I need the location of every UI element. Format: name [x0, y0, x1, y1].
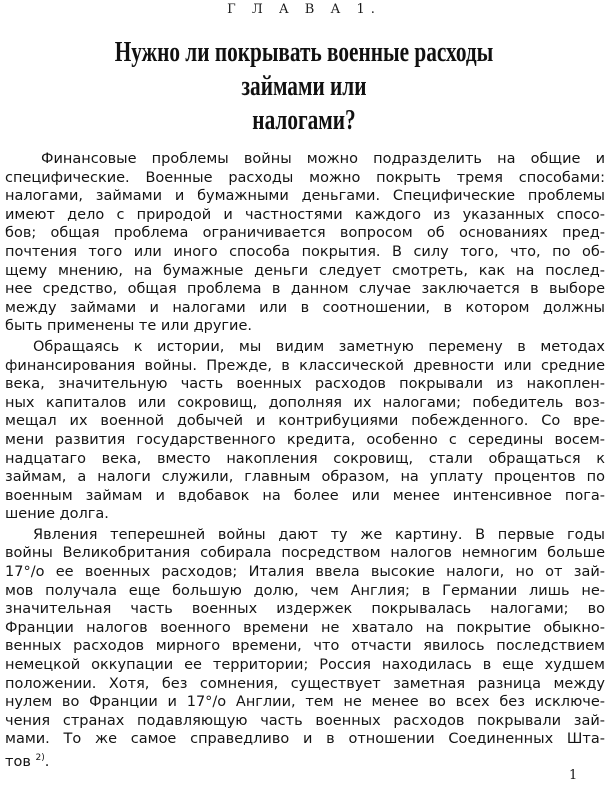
paragraph-2 [5, 338, 605, 524]
page-number: 1 [569, 768, 578, 783]
text-line: войны Великобритания собирала посредством налогов немногим больше [5, 545, 605, 562]
text-line: положении. Хотя, без сомнения, существует заметная разница между [5, 675, 605, 692]
text-line: имеют дело с природой и частностями каждого из указанных спосо- [5, 206, 605, 223]
text-line: Обращаясь к истории, мы видим заметную перемену в методах [33, 338, 605, 355]
text-line: шение долга. [5, 506, 109, 523]
text-line: века, значительную часть военных расходов покрывали из накоплен- [5, 376, 605, 393]
text-line: щему мнению, на бумажные деньги следует смотреть, как на послед- [5, 262, 605, 279]
text-line: Финансовые проблемы войны можно подразделить на общие и [41, 151, 605, 167]
text-line: значительная часть военных издержек покрывалась налогами; во [5, 601, 605, 618]
text-line: налогами, займами и бумажными деньгами. Специфические проблемы [5, 188, 605, 205]
text-line: мами. То же самое справедливо и в отношении Соединенных Шта- [5, 731, 605, 748]
text-line: бов; общая проблема ограничивается вопросом об основаниях пред- [5, 225, 605, 242]
paragraph-1 [5, 150, 605, 336]
text-line: мещал их военной добычей и контрибуциями побежденного. Со вре- [5, 413, 605, 430]
text-line: военным займам и вдобавок на более или менее интенсивное пога- [5, 487, 605, 504]
text-line: специфические. Военные расходы можно покрыть тремя способами: [5, 169, 605, 186]
text-line: чения странах подавляющую часть военных расходов покрывали зай- [5, 712, 605, 729]
text-line: надцатаго века, вместо накопления сокровищ, стали обращаться к [5, 450, 605, 467]
text-line: нулем во Франции и 17°/о Англии, тем не менее во всех без исключе- [5, 694, 605, 711]
text-line: мов получала еще большую долю, чем Англия; в Германии лишь не- [5, 582, 605, 599]
text-line: быть применены те или другие. [5, 318, 252, 335]
text-line: финансирования войны. Прежде, в классической древности или средние [5, 357, 605, 374]
paragraph-3 [5, 526, 605, 768]
text-line: Явления теперешней войны дают ту же картину. В первые годы [33, 526, 605, 543]
text-line: нее средство, общая проблема в данном случае заключается в выборе [5, 281, 605, 298]
text-line: 17°/о ее военных расходов; Италия ввела высокие налоги, но от зай- [5, 564, 605, 581]
text-line: венных расходов мирного времени, что отчасти явилось последствием [5, 638, 605, 655]
text-line: почтения того или иного способа покрытия. В силу того, что, по об- [5, 243, 605, 260]
chapter-title-line-1: Нужно ли покрывать военные расходы займами или [114, 37, 494, 102]
chapter-title [79, 36, 529, 138]
text-line: немецкой оккупации ее территории; Россия находилась в еще худшем [5, 657, 605, 674]
chapter-title-line-2: налогами? [252, 105, 356, 136]
text-line: займам, а налоги служили, главным образом, на уплату процентов по [5, 469, 605, 486]
final-word: тов [5, 753, 31, 770]
footnote-marker[interactable]: 2) [35, 753, 45, 763]
text-line: мени развития государственного кредита, особенно с середины восем- [5, 431, 605, 448]
text-line: между займами и налогами или в соотношении, в котором должны [5, 299, 605, 316]
text-line: ных капиталов или сокровищ, дополняя их налогами; победитель воз- [5, 394, 605, 411]
text-line-final [5, 749, 605, 768]
text-line: Франции налогов военного времени не хватало на покрытие обыкно- [5, 619, 605, 636]
chapter-label: Г Л А В А 1. [227, 2, 381, 17]
chapter-body [5, 150, 605, 768]
final-period: . [44, 753, 50, 770]
